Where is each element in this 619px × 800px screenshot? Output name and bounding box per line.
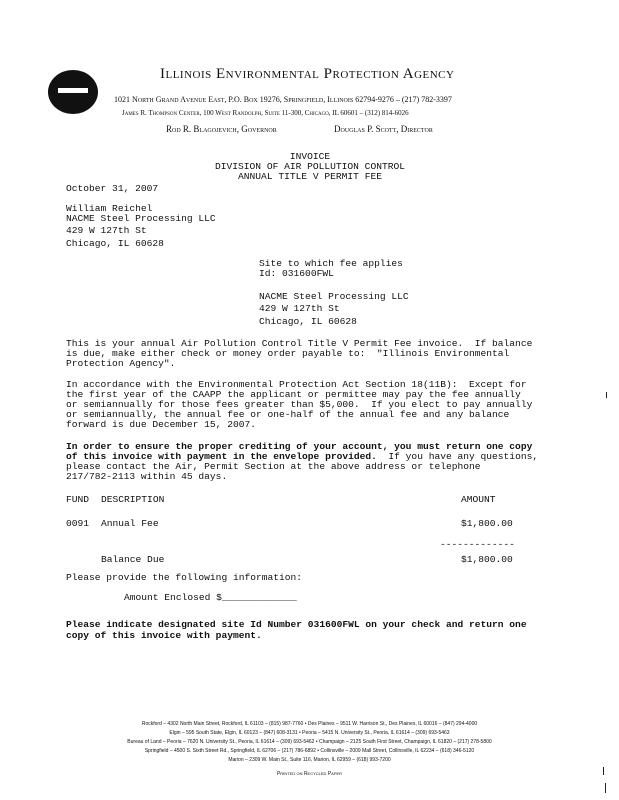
paragraph-line: the first year of the CAAPP the applicant or permittee may pay the fee annually bbox=[66, 389, 521, 400]
column-amount: AMOUNT bbox=[461, 494, 496, 505]
paragraph-line: 217/782-2113 within 45 days. bbox=[66, 471, 228, 482]
fee-amount: $1,800.00 bbox=[461, 518, 513, 529]
site-id: Id: 031600FWL bbox=[259, 268, 334, 279]
paragraph-fragment: If you have any questions, bbox=[376, 451, 539, 462]
total-rule: ------------- bbox=[440, 539, 515, 550]
paragraph-line: This is your annual Air Pollution Control Title V Permit Fee invoice. If balance bbox=[66, 338, 533, 349]
footer-offices-line: Springfield – 4500 S. Sixth Street Rd., Springfield, IL 62706 – (217) 786-6892 • Collinsville – 2009 Mall Street, Collinsville, IL 62234 – (618) 346-5120 bbox=[144, 748, 475, 754]
closing-line: copy of this invoice with payment. bbox=[66, 630, 262, 641]
column-description: DESCRIPTION bbox=[101, 494, 165, 505]
fee-description: Annual Fee bbox=[101, 518, 159, 529]
paragraph-line-bold: In order to ensure the proper crediting of your account, you must return one copy bbox=[66, 441, 533, 452]
recipient-city: Chicago, IL 60628 bbox=[66, 238, 164, 249]
permit-fee-title: ANNUAL TITLE V PERMIT FEE bbox=[238, 171, 382, 182]
column-fund: FUND bbox=[66, 494, 90, 505]
recipient-company: NACME Steel Processing LLC bbox=[66, 213, 216, 224]
governor-name: Rod R. Blagojevich, Governor bbox=[166, 124, 277, 134]
fee-fund-code: 0091 bbox=[66, 518, 90, 529]
scan-mark bbox=[605, 783, 606, 793]
footer-offices-line: Bureau of Land – Peoria – 7620 N. University St., Peoria, IL 61614 – (309) 693-5462 • Champaign – 2125 South First Street, Champaign, IL 61820 – (217) 278-5800 bbox=[127, 739, 492, 745]
division-title: DIVISION OF AIR POLLUTION CONTROL bbox=[215, 161, 405, 172]
director-name: Douglas P. Scott, Director bbox=[334, 124, 433, 134]
site-city: Chicago, IL 60628 bbox=[259, 316, 357, 327]
paragraph-line: forward is due December 15, 2007. bbox=[66, 419, 256, 430]
agency-logo-icon bbox=[48, 70, 98, 114]
paragraph-line: is due, make either check or money order payable to: "Illinois Environmental bbox=[66, 348, 510, 359]
invoice-date: October 31, 2007 bbox=[66, 183, 159, 194]
paragraph-line: Protection Agency". bbox=[66, 358, 176, 369]
paragraph-line: In accordance with the Environmental Protection Act Section 18(11B): Except for bbox=[66, 379, 527, 390]
invoice-title: INVOICE bbox=[289, 151, 331, 162]
agency-address-springfield: 1021 North Grand Avenue East, P.O. Box 19276, Springfield, Illinois 62794-9276 – (217) 782-3397 bbox=[114, 95, 452, 104]
footer-offices-line: Marion – 2309 W. Main St., Suite 116, Marion, IL 62959 – (618) 993-7200 bbox=[228, 757, 391, 763]
balance-due-label: Balance Due bbox=[101, 554, 165, 565]
site-company: NACME Steel Processing LLC bbox=[259, 291, 409, 302]
paragraph-line: or semiannually, the annual fee or one-half of the annual fee and any balance bbox=[66, 409, 510, 420]
paragraph-bold-fragment: of this invoice with payment in the envelope provided. bbox=[66, 451, 377, 462]
balance-due-amount: $1,800.00 bbox=[461, 554, 513, 565]
agency-name: Illinois Environmental Protection Agency bbox=[160, 66, 455, 82]
provide-info-text: Please provide the following information: bbox=[66, 572, 303, 583]
recipient-street: 429 W 127th St bbox=[66, 225, 147, 236]
closing-line: Please indicate designated site Id Number 031600FWL on your check and return one bbox=[66, 619, 527, 630]
amount-enclosed-field: Amount Enclosed $_____________ bbox=[124, 592, 297, 603]
recipient-name: William Reichel bbox=[66, 203, 153, 214]
paragraph-line: or semiannually for those fees greater than $5,000. If you elect to pay annually bbox=[66, 399, 533, 410]
scan-mark bbox=[603, 767, 604, 775]
site-street: 429 W 127th St bbox=[259, 303, 340, 314]
site-label: Site to which fee applies bbox=[259, 258, 403, 269]
scan-mark bbox=[606, 392, 607, 398]
paragraph-line: please contact the Air, Permit Section at the above address or telephone bbox=[66, 461, 481, 472]
agency-address-chicago: James R. Thompson Center, 100 West Randolph, Suite 11-300, Chicago, IL 60601 – (312) 814-6026 bbox=[122, 109, 409, 117]
footer-offices-line: Rockford – 4302 North Main Street, Rockford, IL 61103 – (815) 987-7760 • Des Plaines – 9511 W. Harrison St., Des Plaines, IL 60016 – (847) 294-4000 bbox=[141, 721, 478, 727]
footer-offices-line: Elgin – 595 South State, Elgin, IL 60123 – (847) 608-3131 • Peoria – 5415 N. University St., Peoria, IL 61614 – (309) 693-5463 bbox=[169, 730, 450, 736]
recycled-paper-note: Printed on Recycled Paper bbox=[276, 771, 343, 777]
